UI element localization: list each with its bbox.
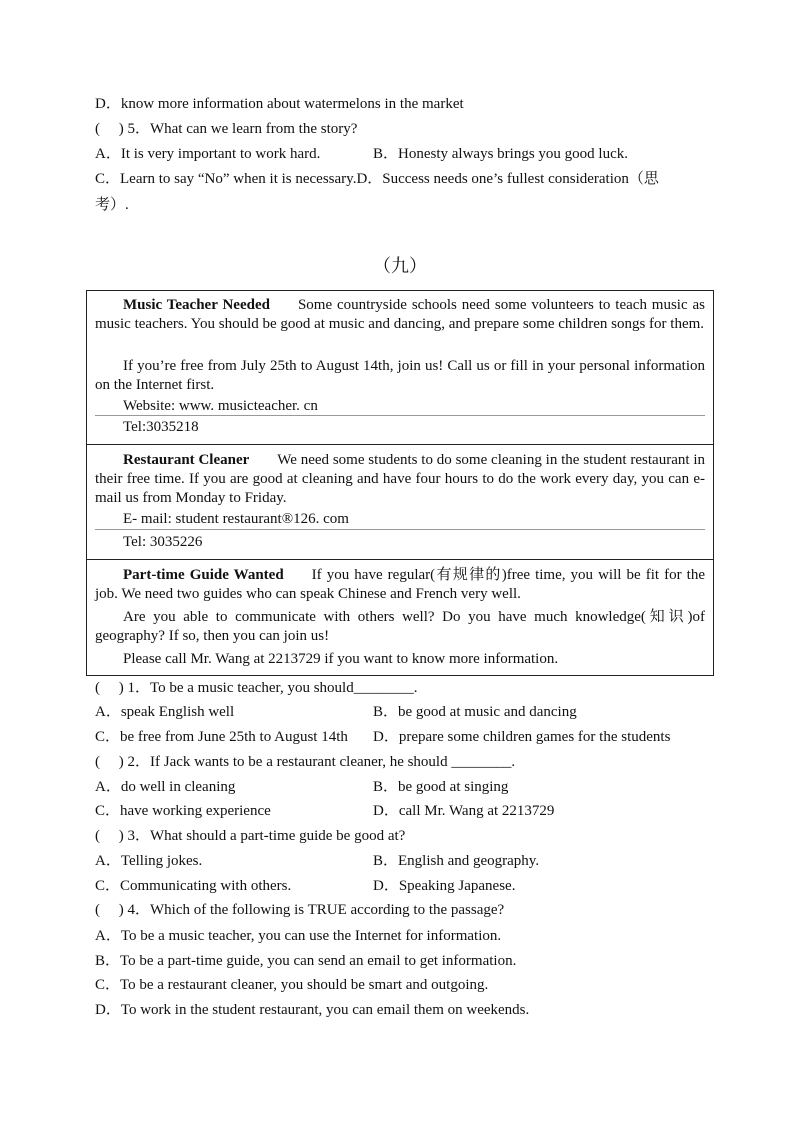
ad-music-text: Some countryside schools need some volunteers to teach music as music teachers. You should be good at music and dancing, and prepare some children songs for them. bbox=[95, 297, 705, 332]
ad-guide-text: If you have regular(有规律的)free time, you will be fit for the job. We need two guides who can speak Chinese and French very well. bbox=[95, 567, 705, 602]
q5-option-cd: C．Learn to say “No” when it is necessary.D．Success needs one’s fullest consideration（思 bbox=[95, 171, 659, 187]
q4-option-a: A．To be a music teacher, you can use the Internet for information. bbox=[95, 928, 502, 944]
ad-restaurant-cleaner bbox=[86, 444, 714, 560]
ad-guide-heading: Part-time Guide Wanted bbox=[123, 567, 284, 583]
ad-music-p2: If you’re free from July 25th to August 14th, join us! Call us or fill in your personal information on the Internet first. bbox=[95, 358, 705, 393]
q5-option-b: B．Honesty always brings you good luck. bbox=[373, 146, 628, 162]
divider bbox=[95, 529, 705, 530]
ad-cleaner-text: We need some students to do some cleaning in the student restaurant in their free time. If you are good at cleaning and have four hours to do the work every day, you can e-mail us from Monday to Friday. bbox=[95, 452, 705, 506]
ad-music-teacher bbox=[86, 290, 714, 445]
option-d-prev: D．know more information about watermelons in the market bbox=[95, 96, 464, 112]
q1-option-c: C．be free from June 25th to August 14th bbox=[95, 729, 348, 745]
ad-music-heading: Music Teacher Needed bbox=[123, 297, 270, 313]
ad-cleaner-tel: Tel: 3035226 bbox=[123, 534, 203, 550]
ad-guide-p3: Please call Mr. Wang at 2213729 if you want to know more information. bbox=[123, 651, 559, 667]
ad-guide-p2: Are you able to communicate with others well? Do you have much knowledge(知识)of geography? If so, then you can join us! bbox=[95, 609, 705, 644]
ad-part-time-guide bbox=[86, 559, 714, 676]
ad-music-p1 bbox=[95, 296, 705, 334]
q2-option-b: B．be good at singing bbox=[373, 779, 509, 795]
q2-option-c: C．have working experience bbox=[95, 803, 271, 819]
q3-option-d: D．Speaking Japanese. bbox=[373, 878, 516, 894]
q3-option-b: B．English and geography. bbox=[373, 853, 540, 869]
q1-option-b: B．be good at music and dancing bbox=[373, 704, 577, 720]
ad-cleaner-email: E- mail: student restaurant®126. com bbox=[123, 511, 349, 527]
ad-music-tel: Tel:3035218 bbox=[123, 419, 199, 435]
ad-guide-p1 bbox=[95, 566, 705, 604]
section-title: （九） bbox=[373, 256, 427, 276]
q3-option-a: A．Telling jokes. bbox=[95, 853, 203, 869]
q1-option-a: A．speak English well bbox=[95, 704, 235, 720]
q5-option-cd-cont: 考）. bbox=[95, 197, 129, 213]
q1-option-d: D．prepare some children games for the students bbox=[373, 729, 671, 745]
q2-option-a: A．do well in cleaning bbox=[95, 779, 236, 795]
q4-option-d: D．To work in the student restaurant, you can email them on weekends. bbox=[95, 1002, 530, 1018]
question-2: ( ) 2．If Jack wants to be a restaurant cleaner, he should ________. bbox=[95, 754, 516, 770]
ad-cleaner-p1 bbox=[95, 451, 705, 508]
question-5: ( ) 5．What can we learn from the story? bbox=[95, 121, 358, 137]
q2-option-d: D．call Mr. Wang at 2213729 bbox=[373, 803, 555, 819]
question-4: ( ) 4．Which of the following is TRUE according to the passage? bbox=[95, 902, 505, 918]
q3-option-c: C．Communicating with others. bbox=[95, 878, 292, 894]
ad-cleaner-heading: Restaurant Cleaner bbox=[123, 452, 250, 468]
ad-music-website: Website: www. musicteacher. cn bbox=[123, 398, 318, 414]
q4-option-b: B．To be a part-time guide, you can send an email to get information. bbox=[95, 953, 517, 969]
q4-option-c: C．To be a restaurant cleaner, you should be smart and outgoing. bbox=[95, 977, 489, 993]
q5-option-a: A．It is very important to work hard. bbox=[95, 146, 321, 162]
divider bbox=[95, 415, 705, 416]
question-3: ( ) 3．What should a part-time guide be good at? bbox=[95, 828, 406, 844]
question-1: ( ) 1．To be a music teacher, you should________. bbox=[95, 680, 418, 696]
